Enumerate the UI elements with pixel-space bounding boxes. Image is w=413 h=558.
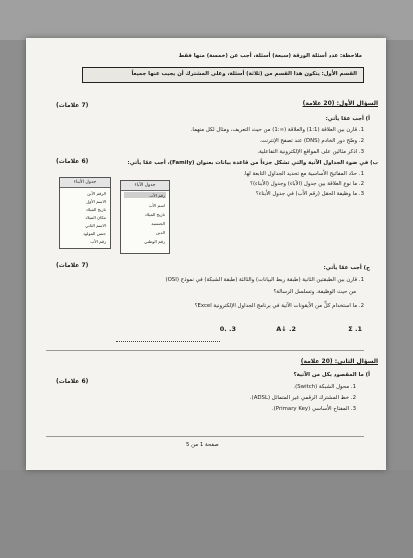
q1-marks-b: (6 علامات) [56, 158, 89, 165]
handwritten-answer-scribble [116, 332, 220, 342]
q1-a-item-3: 3. اذكر مثالين على المواقع الإلكترونية التفاعلية. [257, 149, 364, 155]
q1-marks-c: (7 علامات) [56, 262, 89, 269]
parents-table-title: جدول الآباء [121, 181, 169, 191]
icon-sum: 1. Σ [348, 325, 362, 333]
instruction-box [82, 67, 364, 83]
children-table-title: جدول الأبناء [60, 178, 110, 188]
q2-title: السؤال الثاني: (20 علامة) [300, 358, 378, 365]
q1-part-c: ج) أجب عمّا يأتي: [323, 265, 370, 271]
q1-c-item-1-cont: من حيث الوظيفة، وتسلسل الرسالة؟ [273, 289, 356, 295]
q1-part-a: أ) أجب عمّا يأتي: [325, 116, 370, 122]
icon-sort: 2. ↓A [276, 325, 296, 333]
exam-paper [26, 38, 386, 470]
parents-table-row: رقم الوطني [144, 239, 165, 244]
q1-marks-a: (7 علامات) [56, 102, 89, 109]
page-footer: صفحة 1 من 5 [186, 442, 219, 448]
background-top [0, 0, 413, 40]
children-table-row: الاسم الأول [86, 199, 106, 204]
section-instruction: القسم الأول: يتكون هذا القسم من (ثلاثة) أسئلة، وعلى المشترك أن يجيب عنها جميعاً [131, 71, 357, 77]
q2-a-item-2: 2. خط المشترك الرقمي غير المتماثل (ADSL). [249, 395, 356, 401]
children-table-row: الاسم الثاني [85, 223, 106, 228]
children-table-row: مكان الميلاد [85, 215, 106, 220]
parents-table [120, 180, 170, 254]
footer-divider [46, 436, 364, 437]
q1-b-item-1: 1. حدّد المفاتيح الأساسية مع تحديد الجداول التابعة لها. [243, 171, 364, 177]
paper-note: ملاحظة: عدد أسئلة الورقة (سبعة) أسئلة، أجب عن (خمسة) منها فقط [178, 53, 362, 59]
q2-a-item-3: 3. المفتاح الأساسي (Primary Key). [271, 406, 356, 412]
section-divider [46, 350, 364, 351]
q1-part-b: ب) في ضوء الجداول الآتية والتي تشكل جزءاً من قاعدة بيانات بعنوان (Family)، أجب عمّا يأتي: [127, 160, 378, 166]
children-table-row: الرقم الأبن [87, 191, 106, 196]
q1-title: السؤال الأول: (20 علامة) [302, 100, 378, 107]
children-table-row: رقم الأب [90, 239, 106, 244]
q1-c-item-1: 1. قارن بين الطبقتين الثانية (طبقة ربط البيانات) والثالثة (طبقة الشبكة) في نموذج (OSI) [165, 277, 364, 283]
children-table-row: جنس المولود [83, 231, 106, 236]
q1-a-item-2: 2. وضّح دور الخادم (DNS) عند تصفح الإنترنت. [259, 138, 364, 144]
q1-a-item-1: 1. قارن بين العلاقة (1:1) والعلاقة (∞:1) من حيث التعريف، ومثال لكل منهما. [190, 127, 364, 133]
q2-a-item-1: 1. محول الشبكة (Switch). [293, 384, 356, 390]
q1-c-item-2: 2. ما استخدام كلٍّ من الأيقونات الآتية في برنامج الجداول الإلكترونية Excel؟ [194, 303, 364, 309]
background-bottom [0, 470, 413, 558]
children-table-row: تاريخ الميلاد [85, 207, 106, 212]
q2-marks-a: (6 علامات) [56, 378, 89, 385]
icon-decimal: 3. .0 [219, 325, 236, 333]
parents-table-row: الجنسية [151, 221, 165, 226]
q1-b-item-3: 3. ما وظيفة الحقل (رقم الأب) في جدول الأبناء؟ [255, 191, 364, 197]
parents-table-row: الدين [156, 230, 165, 235]
parents-table-row: تاريخ الميلاد [144, 212, 165, 217]
children-table [59, 177, 111, 249]
q1-b-item-2: 2. ما نوع العلاقة بين جدول (الآباء) وجدول (الأبناء)؟ [250, 181, 364, 187]
q2-part-a: أ) ما المقصود بكل من الآتية؟ [293, 372, 370, 378]
parents-table-row: رقم الأب [149, 193, 165, 198]
parents-table-row: اسم الأب [148, 203, 165, 208]
